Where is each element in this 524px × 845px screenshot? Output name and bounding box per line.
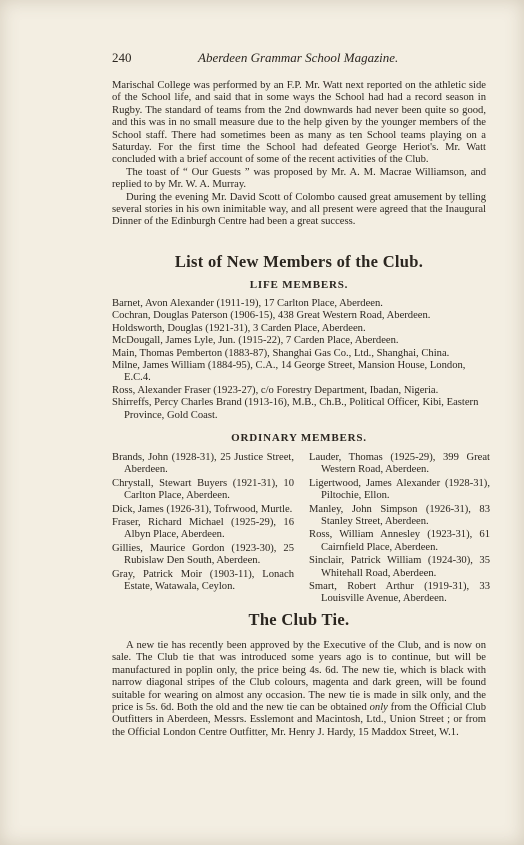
club-tie-paragraph — [112, 640, 486, 739]
intro-text — [112, 80, 486, 229]
list-item: Ross, Alexander Fraser (1923-27), c/o Forestry Department, Ibadan, Nigeria. — [112, 384, 439, 396]
intro-paragraph: The toast of “ Our Guests ” was proposed by Mr. A. M. Macrae Williamson, and replied to by Mr. W. A. Murray. — [112, 166, 486, 191]
list-item: McDougall, James Lyle, Jun. (1915-22), 7 Carden Place, Aberdeen. — [112, 335, 399, 347]
life-members-list — [112, 298, 486, 422]
list-item: Brands, John (1928-31), 25 Justice Street, Aberdeen. — [112, 452, 294, 476]
page-number: 240 — [112, 50, 132, 65]
list-item: Chrystall, Stewart Buyers (1921-31), 10 Carlton Place, Aberdeen. — [112, 477, 294, 502]
list-item: Dick, James (1926-31), Tofrwood, Murtle. — [112, 503, 293, 515]
list-item: Main, Thomas Pemberton (1883-87), Shanghai Gas Co., Ltd., Shanghai, China. — [112, 347, 450, 359]
list-item: Ligertwood, James Alexander (1928-31), Piltochie, Ellon. — [309, 477, 490, 502]
page-header — [112, 50, 486, 70]
list-item: Sinclair, Patrick William (1924-30), 35 Whitehall Road, Aberdeen. — [309, 555, 490, 579]
club-tie-title: The Club Tie. — [248, 610, 350, 629]
ordinary-members-left-column — [112, 452, 294, 594]
tie-text-part-2: from the Official Club Outfitters in Aberdeen, Messrs. Esslemont and Macintosh, Ltd., Union Street ; or from the Official London Centre Outfitter, Mr. Henry J. Hardy, 15 Maddox Street, W.1. — [112, 702, 486, 738]
list-item: Shirreffs, Percy Charles Brand (1913-16), M.B., Ch.B., Political Officer, Kibi, Eastern Province, Gold Coast. — [112, 397, 479, 421]
tie-text-italic: only — [369, 702, 388, 714]
list-item: Gillies, Maurice Gordon (1923-30), 25 Rubislaw Den South, Aberdeen. — [112, 542, 294, 567]
list-item: Ross, William Annesley (1923-31), 61 Cairnfield Place, Aberdeen. — [309, 529, 490, 553]
running-title: Aberdeen Grammar School Magazine. — [198, 50, 399, 65]
tie-text-part-1: A new tie has recently been approved by the Executive of the Club, and is now on sale. The Club tie that was introduced some years ago is to continue, but will be manufactured in poplin only, the price being 4s. 6d. The new tie, which is black with narrow diagonal stripes of the Club colours, magenta and dark green, will be found suitable for wearing on almost any occasion. The new tie is made in silk only, and the price is 5s. 6d. Both the old and the new tie can be obtained — [112, 640, 486, 714]
list-item: Smart, Robert Arthur (1919-31), 33 Louisville Avenue, Aberdeen. — [309, 581, 490, 605]
members-section-title: List of New Members of the Club. — [174, 252, 424, 271]
list-item: Fraser, Richard Michael (1925-29), 16 Albyn Place, Aberdeen. — [112, 517, 294, 541]
ordinary-members-heading: ORDINARY MEMBERS. — [231, 432, 367, 444]
ordinary-members-right-column — [309, 452, 490, 607]
list-item: Milne, James William (1884-95), C.A., 14 George Street, Mansion House, London, E.C.4. — [112, 360, 466, 384]
list-item: Gray, Patrick Moir (1903-11), Lonach Estate, Watawala, Ceylon. — [112, 568, 294, 593]
list-item: Holdsworth, Douglas (1921-31), 3 Carden Place, Aberdeen. — [112, 322, 366, 334]
intro-paragraph: During the evening Mr. David Scott of Colombo caused great amusement by telling several stories in his own inimitable way, and all present were agreed that the Inaugural Dinner of the Edinburgh Centre had been a great success. — [112, 191, 486, 228]
club-tie-text — [112, 640, 486, 739]
list-item: Cochran, Douglas Paterson (1906-15), 438 Great Western Road, Aberdeen. — [112, 310, 431, 322]
list-item: Lauder, Thomas (1925-29), 399 Great Western Road, Aberdeen. — [309, 452, 490, 476]
list-item: Barnet, Avon Alexander (1911-19), 17 Carlton Place, Aberdeen. — [112, 298, 383, 309]
intro-paragraph: Marischal College was performed by an F.P. Mr. Watt next reported on the athletic side of the School life, and said that in some ways the School had had a record season in Rugby. The standard of teams from the 2nd downwards had never been quite so good, and this was in no small measure due to the help given by the younger members of the School staff. There had sometimes been as many as ten School teams playing on a Saturday. For the first time the School had defeated George Heriot's. Mr. Watt concluded with a brief account of some of the recent activities of the Club. — [112, 80, 486, 166]
list-item: Manley, John Simpson (1926-31), 83 Stanley Street, Aberdeen. — [309, 503, 490, 528]
life-members-heading: LIFE MEMBERS. — [249, 279, 349, 291]
